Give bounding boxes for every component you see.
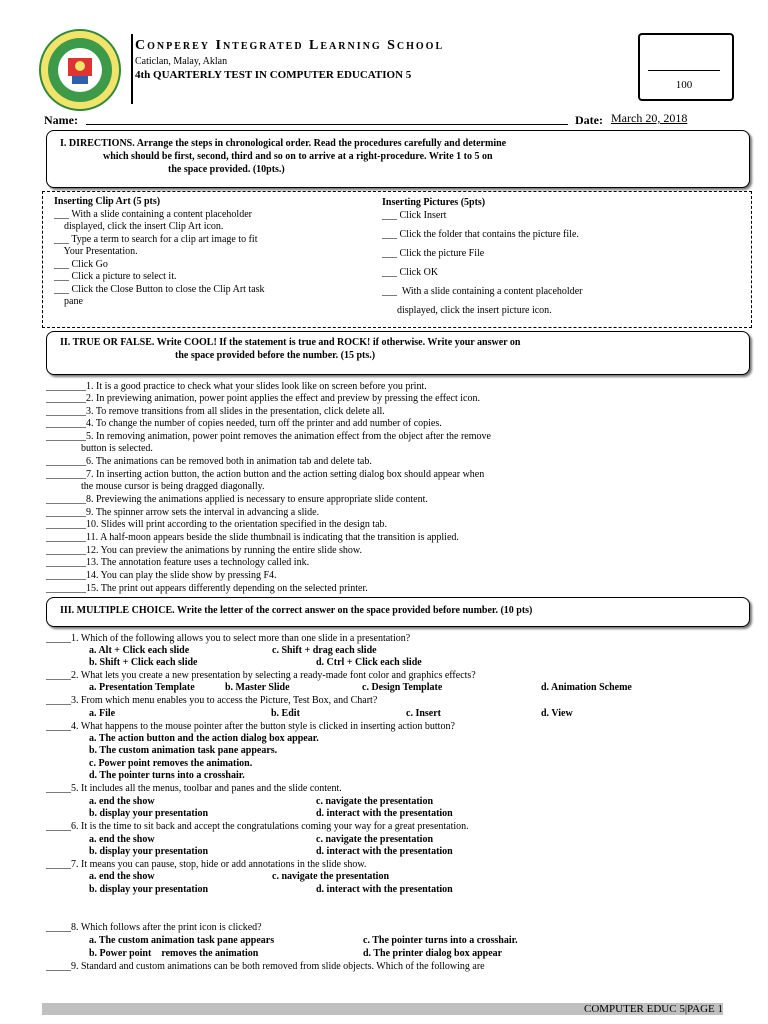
mc-question: _____4. What happens to the mouse pointer after the button style is clicked in inserting action button? [46, 721, 455, 732]
mc-choice: b. Shift + Click each slide [89, 657, 198, 668]
footer-page: COMPUTER EDUC 5|PAGE 1 [583, 1003, 723, 1015]
mc-choice: b. display your presentation [89, 808, 209, 819]
mc-choice: d. Animation Scheme [541, 682, 632, 693]
mc-choice: a. File [89, 708, 116, 719]
mc-question: _____5. It includes all the menus, toolbar and panes and the slide content. [46, 783, 342, 794]
mc-choice: b. Master Slide [225, 682, 290, 693]
clipart-step: pane [54, 296, 83, 307]
mc-choice: c. navigate the presentation [272, 871, 390, 882]
test-title: 4th QUARTERLY TEST IN COMPUTER EDUCATION 5 [135, 69, 412, 81]
tf-item: ________9. The spinner arrow sets the interval in advancing a slide. [46, 507, 320, 518]
pictures-step: ___ With a slide containing a content placeholder [382, 286, 583, 297]
section3-heading: III. MULTIPLE CHOICE. Write the letter of the correct answer on the space provided before number. (10 pts) [60, 605, 533, 616]
mc-choice: b. Power point removes the animation [89, 948, 259, 959]
mc-choice: a. end the show [89, 834, 155, 845]
score-line [648, 70, 720, 71]
mc-choice: c. Power point removes the animation. [89, 758, 253, 769]
section1-heading: I. DIRECTIONS. Arrange the steps in chronological order. Read the procedures carefully and determine [60, 138, 507, 149]
mc-choice: c. Design Template [362, 682, 443, 693]
mc-choice: a. end the show [89, 871, 155, 882]
mc-choice: b. Edit [271, 708, 300, 719]
mc-choice: c. The pointer turns into a crosshair. [363, 935, 518, 946]
clipart-step: ___ Click the Close Button to close the Clip Art task [54, 284, 265, 295]
section2-heading-line2: the space provided before the number. (15 pts.) [175, 350, 376, 361]
tf-item: ________4. To change the number of copies needed, turn off the printer and add number of copies. [46, 418, 442, 429]
date-value: March 20, 2018 [611, 111, 688, 125]
mc-choice: a. The custom animation task pane appears [89, 935, 275, 946]
tf-item: ________13. The annotation feature uses a technology called ink. [46, 557, 310, 568]
mc-choice: d. interact with the presentation [316, 846, 453, 857]
mc-choice: d. interact with the presentation [316, 884, 453, 895]
clipart-step: ___ Click Go [54, 259, 108, 270]
tf-item: ________8. Previewing the animations applied is necessary to ensure appropriate slide content. [46, 494, 428, 505]
mc-choice: a. end the show [89, 796, 155, 807]
mc-choice: b. display your presentation [89, 846, 209, 857]
section1-heading-line2: which should be first, second, third and so on to arrive at a right-procedure. Write 1 to 5 on [103, 151, 493, 162]
clipart-step: Your Presentation. [54, 246, 138, 257]
mc-choice: a. Presentation Template [89, 682, 195, 693]
tf-item: ________3. To remove transitions from all slides in the presentation, click delete all. [46, 406, 385, 417]
clipart-step: ___ Click a picture to select it. [54, 271, 177, 282]
school-address: Caticlan, Malay, Aklan [135, 56, 228, 67]
mc-question: _____3. From which menu enables you to access the Picture, Test Box, and Chart? [46, 695, 378, 706]
clipart-title: Inserting Clip Art (5 pts) [54, 196, 161, 207]
tf-item: ________7. In inserting action button, the action button and the action setting dialog box should appear when [46, 469, 485, 480]
tf-item: ________10. Slides will print according to the orientation specified in the design tab. [46, 519, 388, 530]
mc-choice: d. The pointer turns into a crosshair. [89, 770, 245, 781]
tf-item: button is selected. [46, 443, 153, 454]
mc-choice: d. View [541, 708, 573, 719]
mc-choice: d. interact with the presentation [316, 808, 453, 819]
tf-item: ________5. In removing animation, power point removes the animation effect from the object after the remove [46, 431, 491, 442]
tf-item: ________1. It is a good practice to check what your slides look like on screen before you print. [46, 381, 427, 392]
mc-choice: d. Ctrl + Click each slide [316, 657, 422, 668]
mc-question: _____6. It is the time to sit back and accept the congratulations coming your way for a great presentation. [46, 821, 469, 832]
tf-item: ________2. In previewing animation, power point applies the effect and preview by pressing the effect icon. [46, 393, 480, 404]
tf-item: ________6. The animations can be removed both in animation tab and delete tab. [46, 456, 372, 467]
clipart-step: ___ With a slide containing a content placeholder [54, 209, 252, 220]
mc-choice: b. The custom animation task pane appears. [89, 745, 278, 756]
pictures-title: Inserting Pictures (5pts) [382, 197, 486, 208]
tf-item: ________12. You can preview the animations by running the entire slide show. [46, 545, 362, 556]
pictures-step: ___ Click the picture File [382, 248, 485, 259]
mc-choice: c. Shift + drag each slide [272, 645, 377, 656]
clipart-step: ___ Type a term to search for a clip art image to fit [54, 234, 258, 245]
pictures-step: ___ Click Insert [382, 210, 447, 221]
mc-question: _____7. It means you can pause, stop, hide or add annotations in the slide show. [46, 859, 367, 870]
name-label: Name: [44, 113, 78, 127]
mc-choice: d. The printer dialog box appear [363, 948, 503, 959]
date-label: Date: [575, 113, 603, 127]
tf-item: the mouse cursor is being dragged diagonally. [46, 481, 265, 492]
pictures-step: ___ Click OK [382, 267, 439, 278]
mc-choice: a. Alt + Click each slide [89, 645, 190, 656]
school-logo [38, 28, 122, 112]
mc-question: _____9. Standard and custom animations can be both removed from slide objects. Which of the following are [46, 961, 485, 972]
mc-choice: b. display your presentation [89, 884, 209, 895]
mc-question: _____8. Which follows after the print icon is clicked? [46, 922, 262, 933]
pictures-step: ___ Click the folder that contains the picture file. [382, 229, 579, 240]
section2-heading: II. TRUE OR FALSE. Write COOL! If the statement is true and ROCK! if otherwise. Write your answer on [60, 337, 521, 348]
mc-choice: c. navigate the presentation [316, 796, 434, 807]
mc-choice: c. Insert [406, 708, 441, 719]
name-line [86, 124, 568, 125]
mc-question: _____2. What lets you create a new presentation by selecting a ready-made font color and graphics effects? [46, 670, 476, 681]
mc-choice: a. The action button and the action dialog box appear. [89, 733, 319, 744]
tf-item: ________11. A half-moon appears beside the slide thumbnail is indicating that the transition is applied. [46, 532, 459, 543]
header-divider [131, 34, 133, 104]
score-total: 100 [675, 79, 693, 91]
section1-heading-line3: the space provided. (10pts.) [168, 164, 285, 175]
tf-item: ________14. You can play the slide show by pressing F4. [46, 570, 277, 581]
mc-question: _____1. Which of the following allows you to select more than one slide in a presentation? [46, 633, 411, 644]
tf-item: ________15. The print out appears differently depending on the selected printer. [46, 583, 368, 594]
pictures-step: displayed, click the insert picture icon. [382, 305, 552, 316]
mc-choice: c. navigate the presentation [316, 834, 434, 845]
school-name: Conperey Integrated Learning School [135, 38, 445, 53]
clipart-step: displayed, click the insert Clip Art icon. [54, 221, 224, 232]
